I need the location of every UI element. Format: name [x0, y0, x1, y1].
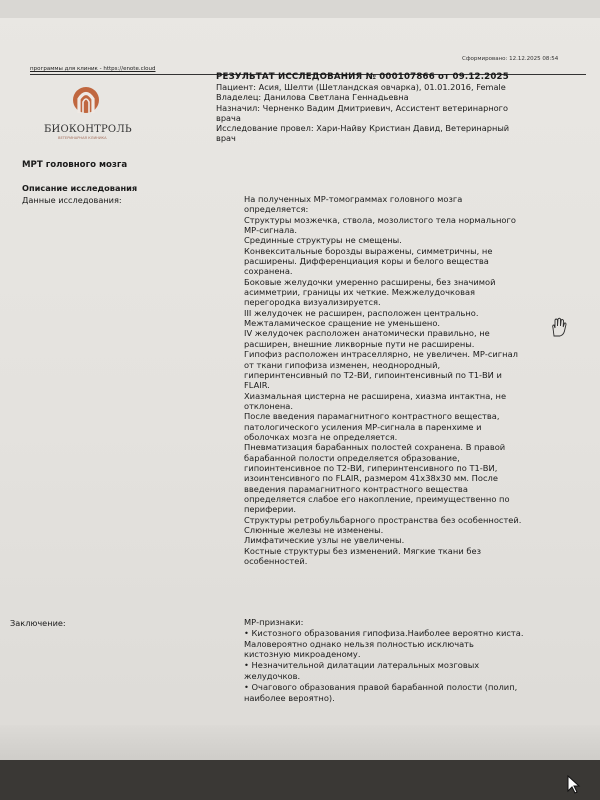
report-title: РЕЗУЛЬТАТ ИССЛЕДОВАНИЯ № 000107866 от 09.12.2025	[216, 72, 509, 82]
top-strip	[0, 0, 600, 18]
hand-cursor-icon	[548, 316, 570, 338]
description-title: Описание исследования	[22, 183, 138, 193]
page-bottom-shade	[0, 725, 600, 760]
clinic-software-link[interactable]: программы для клиник - https://enote.cloud	[30, 66, 156, 72]
examiner-line: Исследование провел: Хари-Найву Кристиан Давид, Ветеринарный	[216, 123, 510, 134]
section-title: МРТ головного мозга	[22, 160, 128, 170]
conclusion-text: МР-признаки: • Кистозного образования гипофиза.Наиболее вероятно киста. Маловероятно однако нельзя полностью исключать кистозную микроаденому. • Незначительной дилатации латеральных мозговых желудочков. • Очагового образования правой барабанной полости (полип, наиболее вероятно).	[244, 617, 524, 703]
conclusion-label: Заключение:	[10, 618, 66, 628]
findings-text: На полученных МР-томограммах головного мозга определяется: Структуры мозжечка, ствола, мозолистого тела нормального МР-сигнала. Срединные структуры не смещены. Конвекситальные борозды выражены, симметричны, не расширены. Дифференциация коры и белого вещества сохранена. Боковые желудочки умеренно расширены, без значимой асимметрии, границы их четкие. Межжелудочковая перегородка визуализируется. III желудочек не расширен, расположен центрально. Межталамическое сращение не уменьшено. IV желудочек расположен анатомически правильно, не расширен, внешние ликворные пути не расширены. Гипофиз расположен интраселлярно, не увеличен. МР-сигнал от ткани гипофиза изменен, неоднородный, гиперинтенсивный по T2-ВИ, гипоинтенсивный по T1-ВИ и FLAIR. Хиазмальная цистерна не расширена, хиазма интактна, не отклонена. После введения парамагнитного контрастного вещества, патологического усиления МР-сигнала в паренхиме и оболочках мозга не определяется. Пневматизация барабанных полостей сохранена. В правой барабанной полости определяется образование, гипоинтенсивное по T2-ВИ, гиперинтенсивного по T1-ВИ, изоинтенсивного по FLAIR, размером 41x38x30 мм. После введения парамагнитного контрастного вещества определяется слабое его накопление, преимущественно по периферии. Структуры ретробульбарного пространства без особенностей. Слюнные железы не изменены. Лимфатические узлы не увеличены. Костные структуры без изменений. Мягкие ткани без особенностей.	[244, 194, 522, 567]
examiner-line-cont: врач	[216, 133, 236, 144]
referrer-line-cont: врача	[216, 112, 241, 123]
referrer-line: Назначил: Черненко Вадим Дмитриевич, Ассистент ветеринарного	[216, 102, 508, 113]
owner-line: Владелец: Данилова Светлана Геннадьевна	[216, 92, 409, 103]
screen-bottom-bar	[0, 760, 600, 800]
logo-subtitle: ВЕТЕРИНАРНАЯ КЛИНИКА	[58, 136, 107, 140]
report-header	[216, 72, 588, 143]
patient-line: Пациент: Асия, Шелти (Шетландская овчарка), 01.01.2016, Female	[216, 82, 506, 93]
data-label: Данные исследования:	[22, 195, 122, 205]
logo-name: БИОКОНТРОЛЬ	[44, 124, 132, 135]
generated-timestamp: Сформировано: 12.12.2025 08:54	[462, 56, 559, 62]
mouse-pointer-icon	[567, 775, 581, 795]
